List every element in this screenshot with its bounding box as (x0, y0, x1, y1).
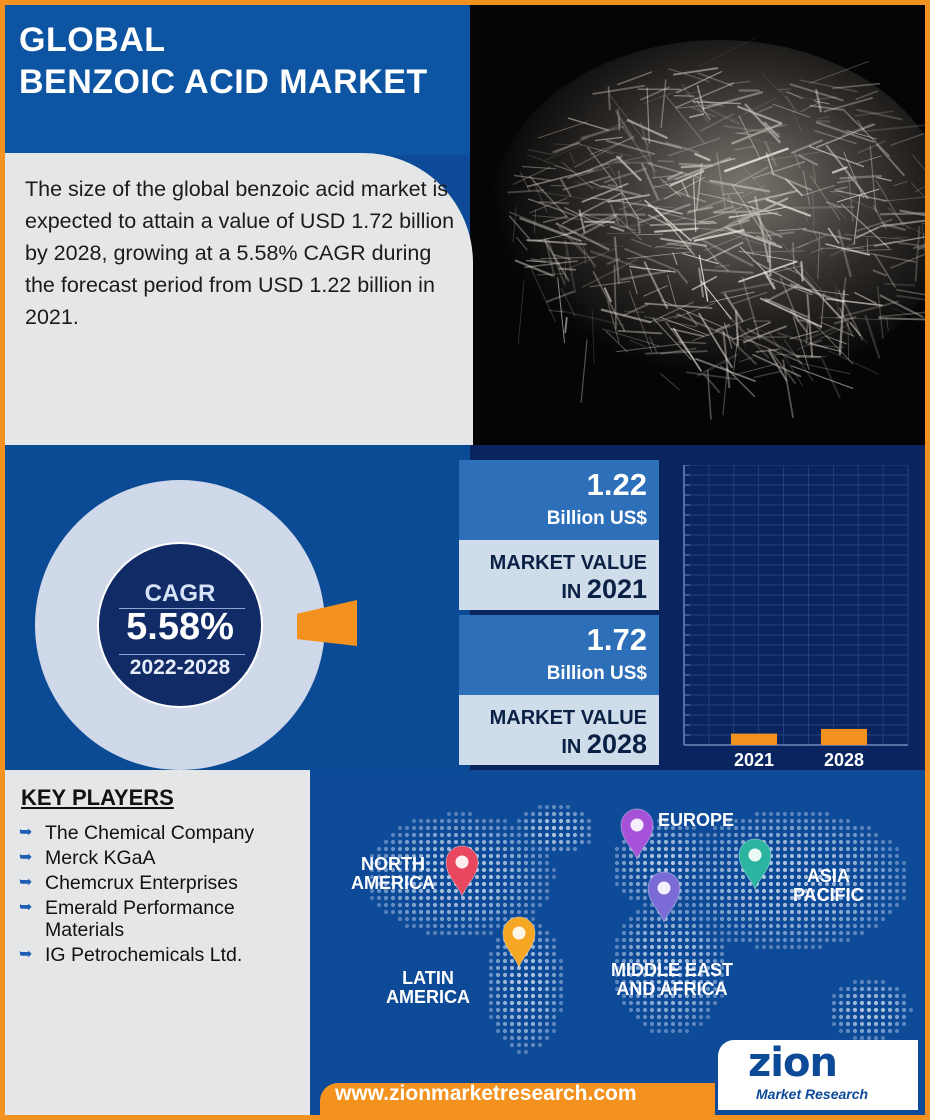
list-item (19, 822, 304, 844)
cagr-slice (297, 600, 357, 646)
region-label-latin-america (386, 969, 470, 1007)
zion-logo (718, 1040, 918, 1110)
key-players-list (19, 822, 304, 969)
region-label-line: MIDDLE EAST (611, 960, 734, 980)
market-value-2028-number-box (459, 615, 659, 695)
market-value-bar-chart (670, 465, 915, 770)
region-label-line: LATIN (402, 968, 454, 988)
region-label-line: PACIFIC (793, 885, 864, 905)
key-player-name: Merck KGaA (45, 847, 156, 869)
description-panel (5, 153, 473, 445)
chart-grid (684, 465, 908, 745)
map-pin-icon (446, 846, 478, 896)
list-item (19, 847, 304, 869)
arrow-icon: ➥ (19, 824, 33, 841)
map-pin-icon (503, 917, 535, 967)
market-value-2028-label (459, 695, 659, 765)
market-description: The size of the global benzoic acid market is expected to attain a value of USD 1.72 billion by 2028, growing at a 5.58% CAGR during the forecast period from USD 1.22 billion in 2021. (25, 177, 455, 329)
market-value-2021-card (459, 460, 659, 610)
region-label-north-america (351, 855, 435, 893)
key-player-name: The Chemical Company (45, 822, 255, 844)
bar-2028 (821, 729, 867, 745)
market-value-label-text: MARKET VALUE (489, 707, 647, 729)
market-value-2028-card (459, 615, 659, 765)
x-tick-label: 2021 (733, 750, 775, 770)
title-line-1: GLOBAL (19, 21, 166, 59)
key-player-name: IG Petrochemicals Ltd. (45, 944, 243, 966)
list-item (19, 897, 304, 941)
list-item (19, 872, 304, 894)
region-label-asia-pacific (793, 867, 864, 905)
region-label-middle-east-africa (611, 961, 733, 999)
market-value-2021-label (459, 540, 659, 610)
cagr-center (97, 542, 263, 708)
key-player-name: Emerald Performance Materials (45, 897, 235, 941)
market-value-label-prefix: IN (561, 581, 582, 603)
infographic (5, 5, 925, 1115)
region-label-line: AMERICA (351, 873, 435, 893)
page-title (19, 19, 428, 103)
key-players-panel (5, 770, 310, 1115)
arrow-icon: ➥ (19, 946, 33, 963)
logo-wordmark: zion (748, 1040, 837, 1086)
logo-tagline: Market Research (756, 1086, 869, 1102)
market-value-2021-number-box (459, 460, 659, 540)
market-value-2021-unit: Billion US$ (546, 508, 647, 529)
benzoic-acid-crystals-photo (470, 5, 925, 445)
website-link[interactable]: www.zionmarketresearch.com (335, 1082, 637, 1105)
cagr-donut (35, 480, 325, 770)
divider (119, 654, 245, 655)
title-line-2: BENZOIC ACID MARKET (19, 63, 428, 101)
cagr-range: 2022-2028 (129, 656, 231, 679)
market-value-year: 2028 (586, 729, 647, 759)
region-label-line: AMERICA (386, 987, 470, 1007)
arrow-icon: ➥ (19, 874, 33, 891)
region-label-line: AND AFRICA (616, 979, 728, 999)
region-label-line: EUROPE (658, 810, 735, 830)
title-panel (5, 5, 475, 155)
arrow-icon: ➥ (19, 899, 33, 916)
map-pin-icon (648, 872, 680, 922)
market-value-year: 2021 (586, 574, 647, 604)
arrow-icon: ➥ (19, 849, 33, 866)
key-players-title: KEY PLAYERS (21, 785, 174, 810)
market-value-label-text: MARKET VALUE (489, 552, 647, 574)
x-tick-label: 2028 (823, 750, 865, 770)
list-item (19, 944, 304, 966)
region-label-line: NORTH (361, 854, 425, 874)
map-pin-icon (621, 809, 653, 859)
region-label-line: ASIA (806, 866, 850, 886)
cagr-value: 5.58% (126, 606, 234, 648)
map-pin-icon (739, 839, 771, 889)
market-stats-band (5, 445, 925, 770)
market-value-2028-number: 1.72 (586, 622, 647, 657)
crystal-pile (490, 40, 925, 390)
cagr-label: CAGR (144, 580, 216, 607)
market-value-label-prefix: IN (561, 736, 582, 758)
market-value-2028-unit: Billion US$ (546, 663, 647, 684)
bar-2021 (731, 734, 777, 745)
market-value-2021-number: 1.22 (586, 467, 647, 502)
key-player-name: Chemcrux Enterprises (45, 872, 238, 894)
region-label-europe (658, 811, 734, 830)
